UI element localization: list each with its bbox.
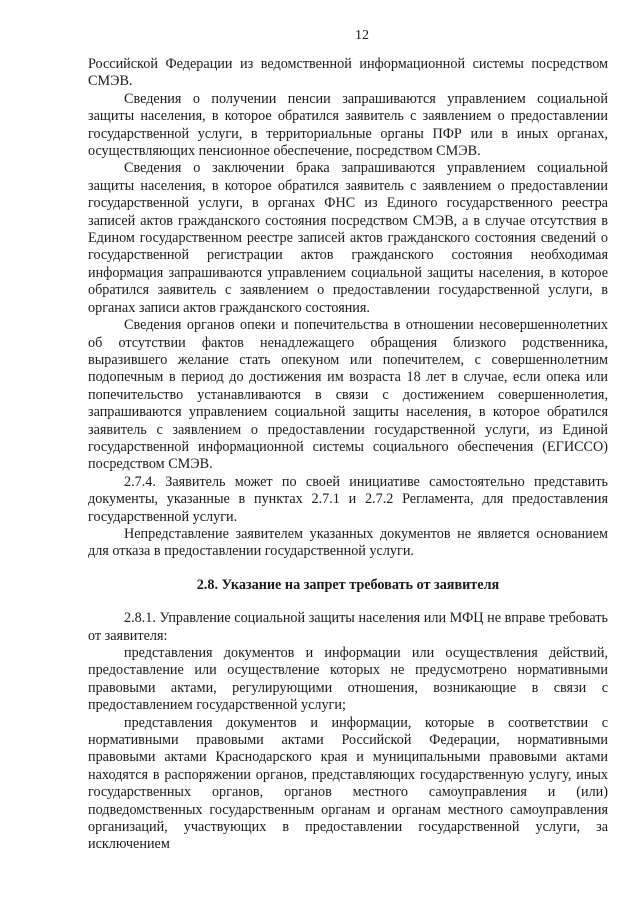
page-number: 12 [355, 28, 369, 43]
paragraph: представления документов и информации, которые в соответствии с нормативными правовыми актами Российской Федерации, нормативными правовыми актами Краснодарского края и муниципальными правовыми актами находятся в распоряжении органов, представляющих государственную услугу, иных государственных органов, органов местного самоуправления и (или) подведомственных государственным органам и органам местного самоуправления организаций, участвующих в предоставлении государственной услуги, за исключением [88, 714, 608, 853]
paragraph: Сведения органов опеки и попечительства в отношении несовершеннолетних об отсутствии фактов ненадлежащего обращения близкого родственника, выразившего желание стать опекуном или попечителем, с совершеннолетним подопечным в период до достижения им возраста 18 лет в случае, если опека или попечительство устанавливаются в связи с достижением совершеннолетия, запрашиваются управлением социальной защиты населения, в которое обратился заявитель с заявлением о предоставлении государственной услуги, из Единой государственной информационной системы социального обеспечения (ЕГИССО) посредством СМЭВ. [88, 317, 608, 473]
document-body [88, 56, 608, 854]
paragraphs-before [88, 56, 608, 561]
paragraphs-after [88, 610, 608, 854]
paragraph: Сведения о заключении брака запрашиваются управлением социальной защиты населения, в которое обратился заявитель с заявлением о предоставлении государственной услуги, в органах ФНС из Единого государственного реестра записей актов гражданского состояния посредством СМЭВ, а в случае отсутствия в Едином государственном реестре записей актов гражданского состояния сведений о государственной регистрации актов гражданского состояния необходимая информация запрашиваются управлением социальной защиты населения, в которое обратился заявитель с заявлением о предоставлении государственной услуги, в органах записи актов гражданского состояния. [88, 160, 608, 316]
paragraph: 2.7.4. Заявитель может по своей инициативе самостоятельно представить документы, указанные в пунктах 2.7.1 и 2.7.2 Регламента, для предоставления государственной услуги. [88, 473, 608, 525]
paragraph: Сведения о получении пенсии запрашиваются управлением социальной защиты населения, в которое обратился заявитель с заявлением о предоставлении государственной услуги, в территориальные органы ПФР или в иных органах, осуществляющих пенсионное обеспечение, посредством СМЭВ. [88, 90, 608, 160]
paragraph: представления документов и информации или осуществления действий, предоставление или осуществление которых не предусмотрено нормативными правовыми актами, регулирующими отношения, возникающие в связи с предоставлением государственной услуги; [88, 645, 608, 714]
section-heading: 2.8. Указание на запрет требовать от заявителя [196, 576, 500, 593]
paragraph: 2.8.1. Управление социальной защиты населения или МФЦ не вправе требовать от заявителя: [88, 610, 608, 644]
paragraph: Непредставление заявителем указанных документов не является основанием для отказа в предоставлении государственной услуги. [88, 525, 608, 560]
paragraph: Российской Федерации из ведомственной информационной системы посредством СМЭВ. [88, 56, 608, 90]
